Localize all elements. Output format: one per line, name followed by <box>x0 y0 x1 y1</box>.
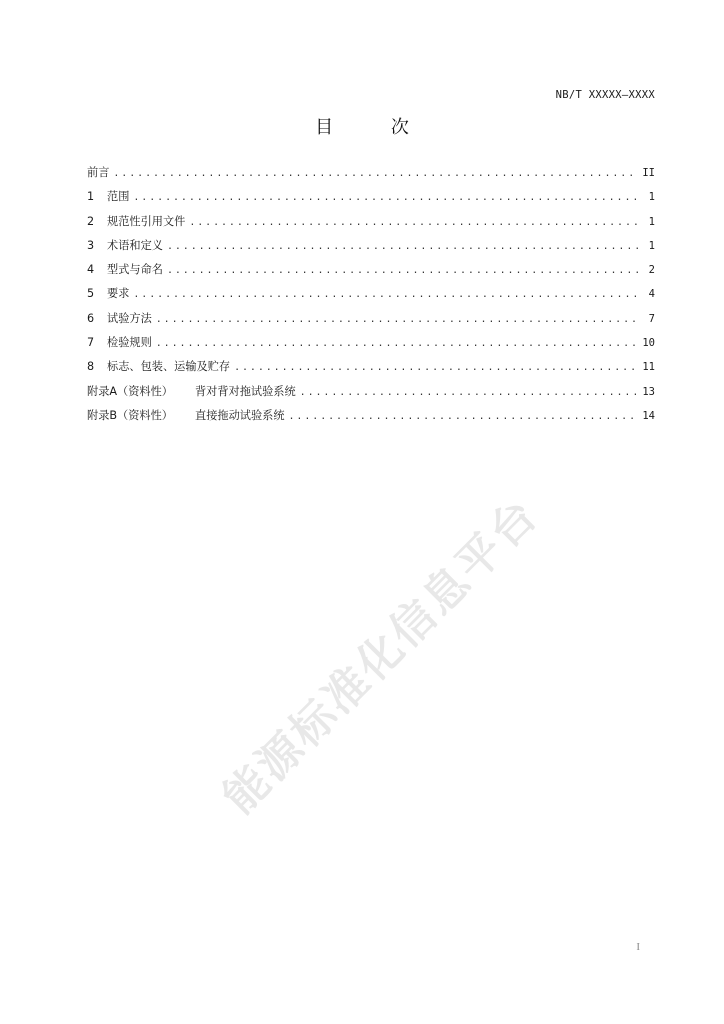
toc-leader-dots <box>156 314 639 325</box>
toc-entry-label: 前言 <box>87 166 110 179</box>
toc-annex-label: 附录A（资料性） <box>87 384 173 398</box>
toc-annex-title: 直接拖动试验系统 <box>195 408 285 422</box>
toc-page-number: 14 <box>642 409 655 422</box>
toc-entry-label: 规范性引用文件 <box>107 214 186 228</box>
toc-annex-label: 附录B（资料性） <box>87 408 173 422</box>
toc-entry-normative-references[interactable] <box>87 213 655 237</box>
toc-leader-dots <box>133 289 639 300</box>
toc-entry-label: 型式与命名 <box>107 263 163 277</box>
toc-entry-label: 标志、包装、运输及贮存 <box>107 360 231 374</box>
toc-entry-number: 1 <box>87 190 95 204</box>
toc-entry-test-methods[interactable] <box>87 310 655 334</box>
toc-entry-scope[interactable] <box>87 188 655 212</box>
toc-entry-label: 检验规则 <box>107 336 152 350</box>
toc-entry-terms-definitions[interactable] <box>87 237 655 261</box>
toc-title: 目 次 <box>315 117 435 138</box>
toc-entry-requirements[interactable] <box>87 285 655 309</box>
toc-leader-dots <box>234 362 636 373</box>
watermark-text: 能源标准化信息平台 <box>213 488 549 824</box>
toc-entry-number: 4 <box>87 263 95 277</box>
toc-page-number: 11 <box>642 361 655 374</box>
toc-leader-dots <box>133 192 639 203</box>
toc-page-number: 1 <box>648 191 655 204</box>
toc-page-number: 2 <box>648 264 655 277</box>
toc-page-number: 4 <box>648 288 655 301</box>
standard-code: NB/T XXXXX—XXXX <box>555 89 655 101</box>
toc-entry-inspection-rules[interactable] <box>87 334 655 358</box>
table-of-contents <box>87 164 655 431</box>
toc-entry-marking-packaging[interactable] <box>87 358 655 382</box>
toc-leader-dots <box>156 338 637 349</box>
toc-entry-label: 试验方法 <box>107 311 152 325</box>
toc-entry-label: 要求 <box>107 287 130 301</box>
toc-entry-number: 2 <box>87 214 95 228</box>
toc-entry-number: 8 <box>87 360 95 374</box>
toc-entry-annex-b[interactable] <box>87 407 655 431</box>
toc-entry-number: 6 <box>87 311 95 325</box>
toc-entry-label: 术语和定义 <box>107 238 163 252</box>
toc-leader-dots <box>113 168 636 179</box>
toc-entry-number: 7 <box>87 336 95 350</box>
toc-page-number: 10 <box>642 337 655 350</box>
toc-page-number: 13 <box>642 385 655 398</box>
toc-entry-label: 范围 <box>107 190 130 204</box>
toc-page-number: 1 <box>648 239 655 252</box>
toc-entry-number: 5 <box>87 287 95 301</box>
toc-entry-number: 3 <box>87 238 95 252</box>
toc-page-number: II <box>642 167 655 179</box>
toc-page-number: 1 <box>648 215 655 228</box>
toc-leader-dots <box>167 265 639 276</box>
toc-leader-dots <box>189 217 639 228</box>
toc-leader-dots <box>300 387 637 398</box>
toc-page-number: 7 <box>648 312 655 325</box>
toc-annex-title: 背对背对拖试验系统 <box>194 384 296 398</box>
toc-entry-type-naming[interactable] <box>87 261 655 285</box>
toc-entry-foreword[interactable] <box>87 164 655 188</box>
toc-entry-annex-a[interactable] <box>87 383 655 407</box>
page-number: I <box>636 941 640 953</box>
toc-leader-dots <box>289 411 637 422</box>
toc-leader-dots <box>167 241 639 252</box>
